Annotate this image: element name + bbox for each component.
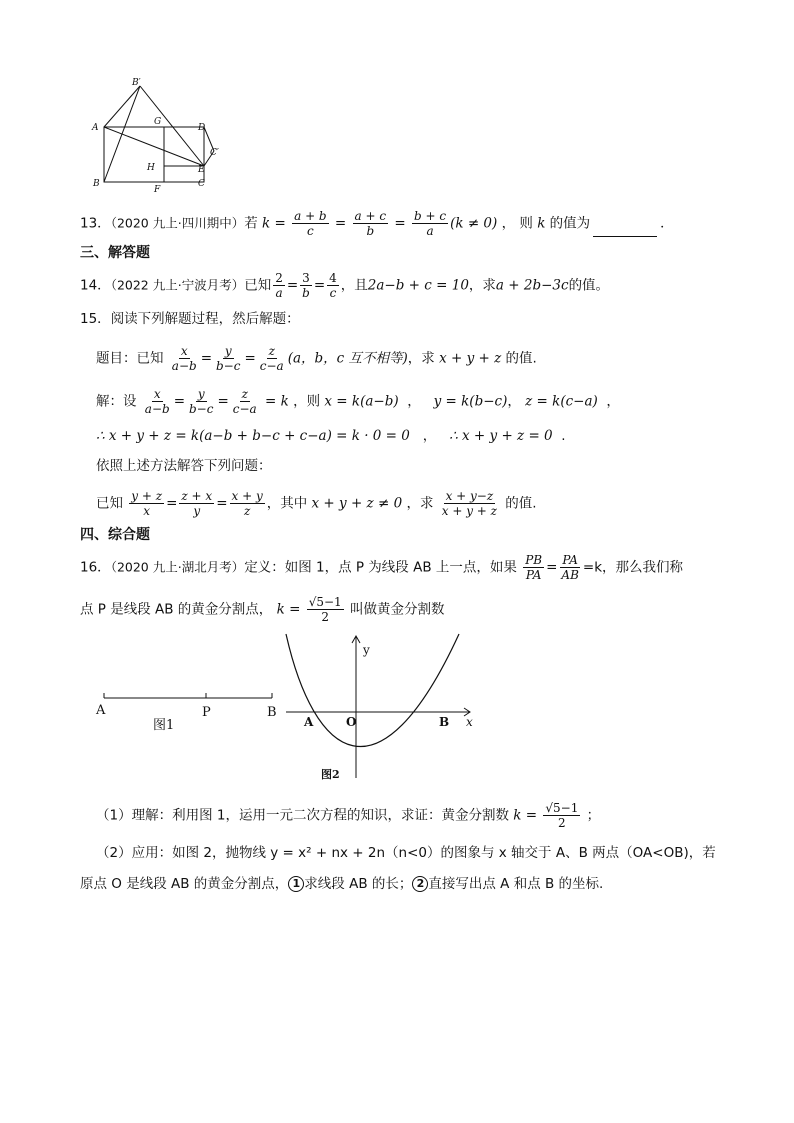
q16-line2b: 叫做黄金分割数 [349, 601, 445, 618]
label-G: G [154, 117, 162, 127]
q16-line2a: 点 P 是线段 AB 的黄金分割点， [80, 601, 273, 618]
q15-sol-e1: x = k(a−b) [324, 393, 399, 410]
q15-sol-lead: 解：设 [96, 393, 137, 410]
q13-frac3: $\frac{b + c}{a}$ [414, 209, 447, 238]
q16-part2-line2 [80, 874, 603, 894]
q15-sol-frac1: $\frac{x}{a-b}$ [144, 387, 170, 416]
q16-frac2: $\frac{PA}{AB}$ [561, 553, 579, 582]
answer-blank[interactable] [593, 222, 657, 237]
q15-sol-e2: y = k(b−c) [433, 393, 508, 410]
q16-part2-text1: 原点 O 是线段 AB 的黄金分割点， [80, 876, 289, 892]
q15-sol-k: = k [265, 393, 289, 410]
label-H: H [147, 163, 155, 173]
q16-part2-line1: （2）应用：如图 2，抛物线 y = x² + nx + 2n（n<0）的图象与 x 轴交于 A、B 两点（OA<OB)，若 [96, 845, 716, 861]
q13-end: ． [660, 215, 674, 232]
label-Cp: C′ [210, 148, 219, 158]
parabola-label-B: B [439, 715, 450, 729]
q14-frac2: $\frac{3}{b}$ [302, 271, 310, 300]
q16-part1-end: ； [586, 807, 601, 824]
q15-problem-lead: 已知 [96, 495, 123, 512]
q14-source: （2022 九上·宁波月考） [110, 277, 245, 293]
q15-topic-lead: 题目：已知 [96, 350, 164, 367]
q13-number: 13． [80, 215, 111, 232]
label-D: D [198, 123, 206, 133]
q16-def2: =k，那么我们称 [582, 559, 684, 576]
q16-def1: 定义：如图 1，点 P 为线段 AB 上一点，如果 [244, 559, 517, 576]
q14-frac1: $\frac{2}{a}$ [275, 271, 283, 300]
q15-sol-frac2: $\frac{y}{b-c}$ [189, 387, 214, 416]
q13-k: k [262, 215, 271, 232]
q13-cond: (k ≠ 0) [450, 215, 498, 232]
q13-source: （2020 九上·四川期中） [110, 215, 245, 231]
q16-k-frac: $\frac{√5-1}{2}$ [308, 595, 342, 624]
label-A: A [92, 123, 99, 133]
q15-sol-frac3: $\frac{z}{c-a}$ [232, 387, 257, 416]
fig2-caption: 图2 [321, 768, 340, 781]
q15-sol-e3: z = k(c−a) [525, 393, 598, 410]
q14-mid: ，且 [340, 277, 368, 294]
q15-sol-mid: ，则 [293, 393, 321, 410]
q16-part1-text: （1）理解：利用图 1，运用一元二次方程的知识，求证：黄金分割数 [96, 807, 509, 824]
q14-mid2: ，求 [468, 277, 496, 294]
q15-topic-frac2: $\frac{y}{b-c}$ [216, 344, 241, 373]
q13-tail: 的值为 [549, 215, 591, 232]
section-3-title: 三、解答题 [80, 245, 150, 261]
q15-topic-frac1: $\frac{x}{a-b}$ [171, 344, 197, 373]
label-Bp: B′ [132, 78, 141, 88]
q16-k-lead: k = [276, 601, 301, 618]
q15-intro-text: 阅读下列解题过程，然后解题： [110, 311, 300, 327]
q15-topic-cond: (a，b，c 互不相等) [287, 350, 408, 367]
q16-part1-frac: $\frac{√5-1}{2}$ [545, 801, 579, 830]
q13-k2: k [537, 215, 546, 232]
q15-problem-frac3: $\frac{x + y}{z}$ [231, 489, 263, 518]
q16-number: 16． [80, 559, 111, 576]
label-C: C [198, 179, 205, 189]
q15-problem-frac1: $\frac{y + z}{x}$ [131, 489, 163, 518]
label-F: F [154, 185, 161, 194]
label-B: B [93, 179, 100, 189]
parabola-figure-2 [284, 630, 484, 786]
q14-number: 14． [80, 277, 111, 294]
circled-number-1: 1 [288, 876, 304, 892]
q15-topic-mid: ，求 [407, 350, 435, 367]
q15-sol-line2b: ∴ x + y + z = 0 [449, 428, 553, 444]
q14-lead: 已知 [244, 277, 272, 294]
segment-figure-1 [90, 688, 290, 738]
q13-eq3: = [394, 215, 406, 232]
q16-line2 [80, 596, 444, 623]
axis-label-x: x [466, 715, 473, 729]
q15-problem-frac2: $\frac{z + x}{y}$ [181, 489, 213, 518]
q14-end: 的值。 [568, 277, 610, 294]
q16-part1-k: k = [513, 807, 538, 824]
q13-mid: ， 则 [501, 215, 533, 232]
q16-source: （2020 九上·湖北月考） [110, 559, 245, 575]
q15-problem-line: 已知 $\frac{y + z}{x}$ = $\frac{z + x}{y}$ = $\frac{x + y}{z}$ ，其中 x + y + z ≠ 0 ，求 $\frac{x + y-z}{x + y + z}$ 的值. [96, 489, 537, 518]
q15-problem-mid: ，其中 [266, 495, 308, 512]
q14-expr2: a + 2b−3c [495, 277, 569, 294]
q15-problem-mid2: ，求 [406, 495, 434, 512]
q15-number: 15． [80, 311, 111, 327]
question-14: 14．（2022 九上·宁波月考）已知 $\frac{2}{a}$ = $\frac{3}{b}$ = $\frac{4}{c}$ ，且2a−b + c = 10，求a + 2b−3c的值。 [80, 271, 610, 300]
q16-frac1: $\frac{PB}{PA}$ [525, 553, 543, 582]
q13-eq2: = [334, 215, 347, 232]
q16-part2-text3: 直接写出点 A 和点 B 的坐标. [428, 876, 604, 892]
seg-label-A: A [96, 703, 106, 718]
q14-frac3: $\frac{4}{c}$ [329, 271, 337, 300]
q15-problem-end: 的值. [505, 495, 537, 512]
parabola-label-O: O [346, 715, 357, 729]
q13-eq1: = [274, 215, 286, 232]
q15-topic-end: 的值. [505, 350, 537, 367]
q15-topic-expr: x + y + z [439, 350, 502, 367]
parabola-label-A: A [304, 715, 314, 729]
question-15-intro [80, 309, 300, 329]
q16-line1: 16．（2020 九上·湖北月考）定义：如图 1，点 P 为线段 AB 上一点，如果 $\frac{PB}{PA}$ = $\frac{PA}{AB}$ =k，那么我们称 [80, 553, 684, 582]
seg-label-P: P [202, 705, 211, 720]
q15-solution-line1: 解：设 $\frac{x}{a-b}$ = $\frac{y}{b-c}$ = $\frac{z}{c-a}$ = k ，则 x = k(a−b) ， y = k(b−c)， z = k(c−a) ， [96, 387, 620, 416]
q15-follow-text: 依照上述方法解答下列问题： [96, 458, 272, 474]
label-E: E [198, 165, 205, 175]
fig1-caption: 图1 [153, 718, 175, 733]
seg-label-B: B [267, 705, 277, 720]
circled-number-2: 2 [412, 876, 428, 892]
q13-lead: 若 [244, 215, 258, 232]
q15-sol-line2a: ∴ x + y + z = k(a−b + b−c + c−a) = k · 0 = 0 [96, 428, 410, 444]
q15-solution-line2: ∴ x + y + z = k(a−b + b−c + c−a) = k · 0 = 0 ， ∴ x + y + z = 0 . [96, 428, 566, 444]
q15-problem-target-frac: $\frac{x + y-z}{x + y + z}$ [441, 489, 497, 518]
question-13 [80, 210, 674, 237]
q13-frac1: $\frac{a + b}{c}$ [294, 209, 327, 238]
axis-label-y: y [363, 643, 370, 657]
q16-part2-text2: 求线段 AB 的长； [304, 876, 413, 892]
q13-frac2: $\frac{a + c}{b}$ [354, 209, 387, 238]
q15-topic-frac3: $\frac{z}{c-a}$ [259, 344, 284, 373]
q14-expr1: 2a−b + c = 10 [367, 277, 469, 294]
q15-problem-cond: x + y + z ≠ 0 [311, 495, 403, 512]
q16-part1 [96, 802, 600, 829]
folded-rectangle-figure [88, 76, 228, 194]
q15-topic-line: 题目：已知 $\frac{x}{a-b}$ = $\frac{y}{b-c}$ = $\frac{z}{c-a}$ (a，b，c 互不相等)，求 x + y + z 的值. [96, 344, 537, 373]
section-4-title: 四、综合题 [80, 527, 150, 543]
